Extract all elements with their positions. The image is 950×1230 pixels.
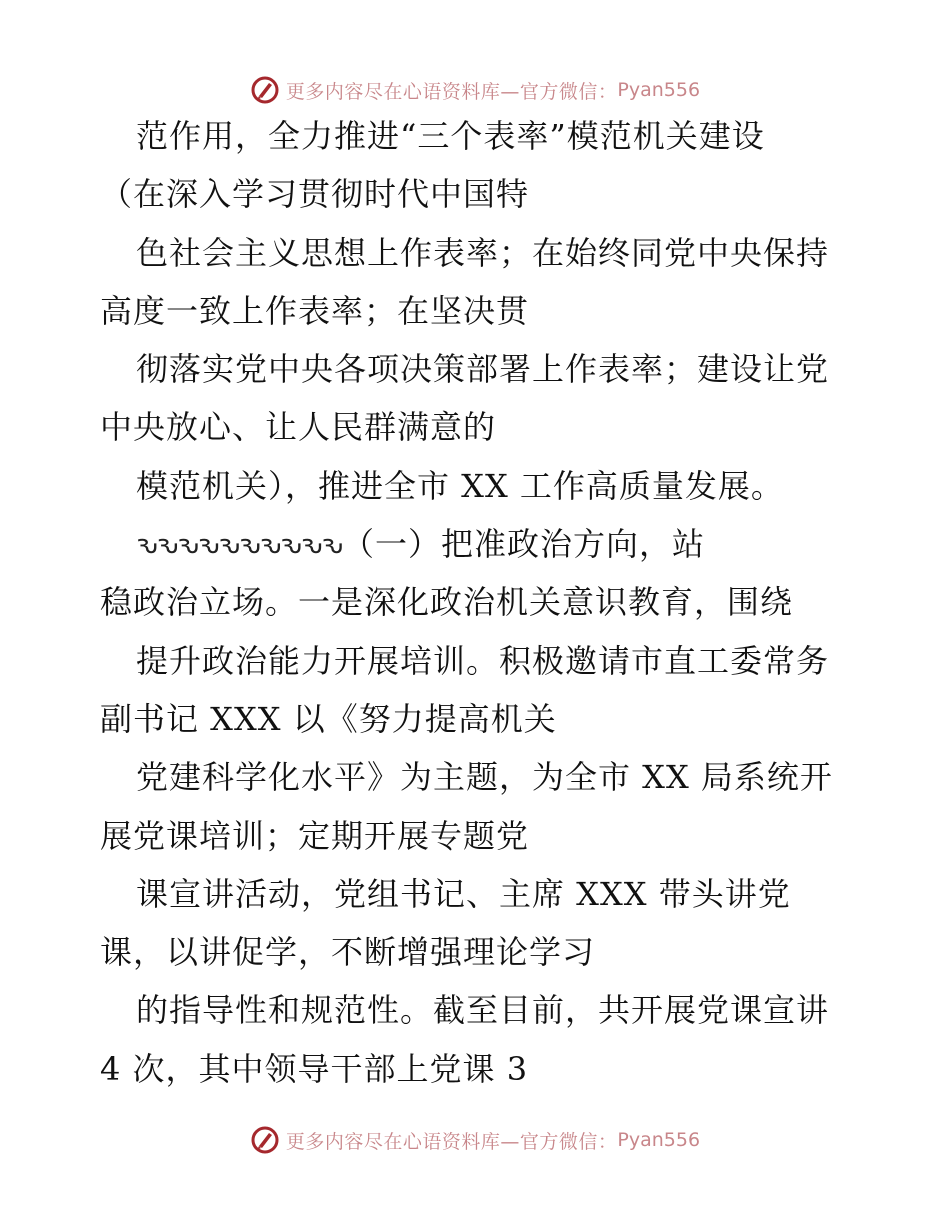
text-line: 党建科学化水平》为主题，为全市 XX 局系统开 (136, 758, 833, 797)
text-line: 副书记 XXX 以《努力提高机关 (100, 699, 557, 738)
header-watermark (0, 70, 950, 110)
text-line: 课宣讲活动，党组书记、主席 XXX 带头讲党 (136, 874, 791, 913)
pen-logo-icon (250, 75, 280, 105)
text-line: 课，以讲促学，不断增强理论学习 (100, 933, 596, 972)
document-body (100, 117, 860, 1111)
text-line: 模范机关），推进全市 XX 工作高质量发展。 (136, 466, 784, 505)
text-line: 提升政治能力开展培训。积极邀请市直工委常务 (136, 641, 830, 680)
footer-watermark-text: 更多内容尽在心语资料库—官方微信： (285, 1130, 618, 1153)
footer-watermark-id: Pyan556 (617, 1129, 701, 1151)
text-line: 高度一致上作表率；在坚决贯 (100, 291, 530, 330)
footer-watermark (0, 1120, 950, 1160)
text-line: 色社会主义思想上作表率；在始终同党中央保持 (136, 233, 830, 272)
text-line: 的指导性和规范性。截至目前，共开展党课宣讲 (136, 991, 830, 1030)
text-line: 彻落实党中央各项决策部署上作表率；建设让党 (136, 350, 830, 389)
text-line: （在深入学习贯彻时代中国特 (100, 175, 530, 214)
ornament-glyphs: ԅԅԅԅԅԅԅԅԅԅ (136, 530, 342, 561)
section-heading-line (100, 525, 860, 564)
text-line: 展党课培训；定期开展专题党 (100, 816, 530, 855)
header-watermark-id: Pyan556 (617, 79, 701, 101)
pen-logo-icon (250, 1125, 280, 1155)
text-line: 稳政治立场。一是深化政治机关意识教育，围绕 (100, 583, 794, 622)
text-line: 4 次，其中领导干部上党课 3 (100, 1049, 529, 1088)
header-watermark-text: 更多内容尽在心语资料库—官方微信： (285, 80, 618, 103)
text-line: 中央放心、让人民群满意的 (100, 408, 497, 447)
text-line: 范作用，全力推进“三个表率”模范机关建设 (136, 117, 765, 155)
section-heading-text: （一）把准政治方向，站 (341, 525, 705, 564)
